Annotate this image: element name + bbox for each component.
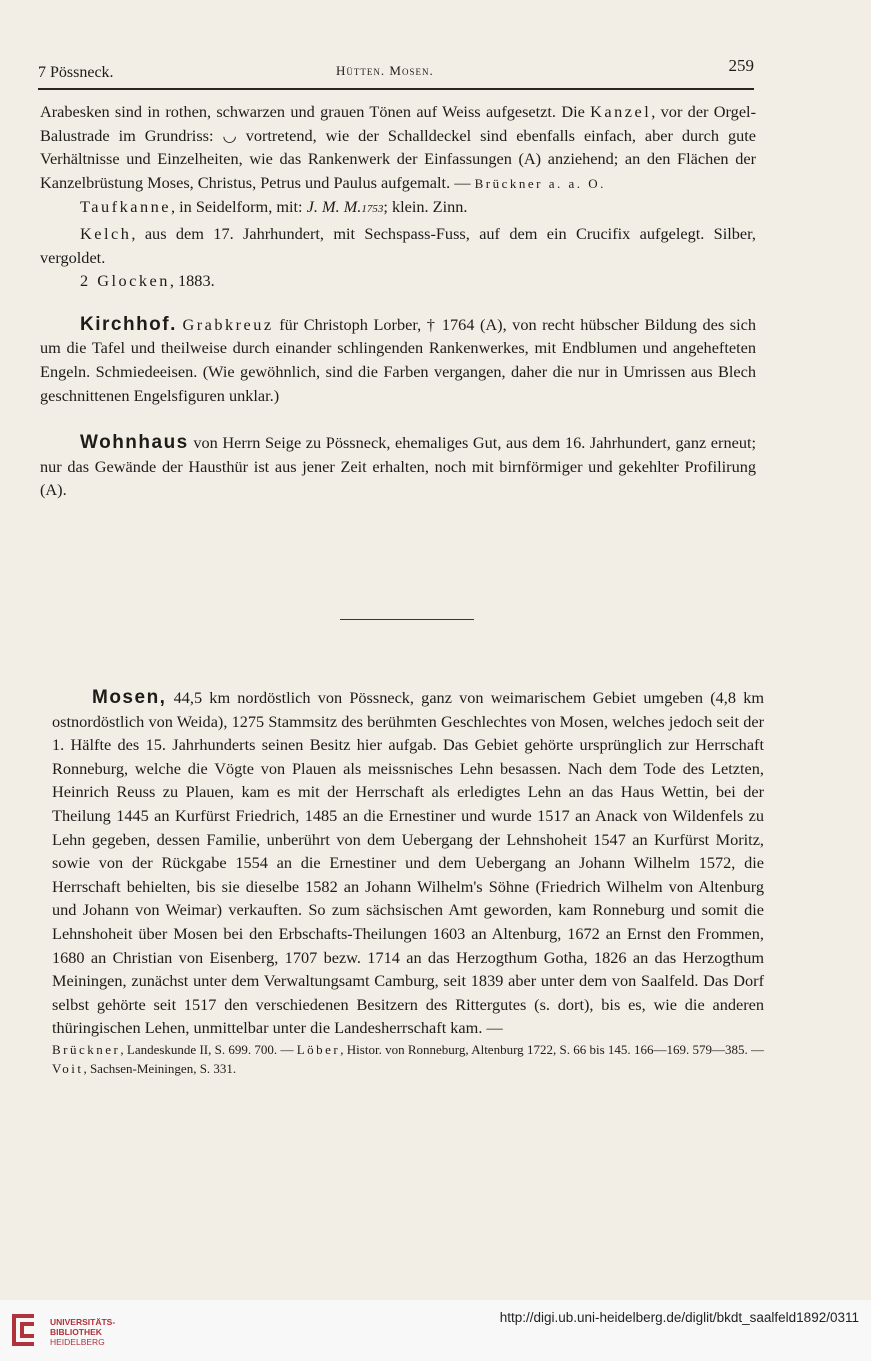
ground-plan-symbol: ◡ <box>222 125 237 145</box>
running-header <box>38 56 754 84</box>
text-run: , aus dem 17. Jahrhundert, mit Sechspass-Fuss, auf dem ein Crucifix aufgelegt. Silber, vergoldet. <box>40 223 756 267</box>
text-run: , vor der Orgel-Balustrade im Grundriss: <box>40 102 756 145</box>
ref-author: Löber <box>296 1041 341 1057</box>
permalink-url[interactable]: http://digi.ub.uni-heidelberg.de/diglit/bkdt_saalfeld1892/0311 <box>499 1310 859 1325</box>
makers-year: 1753 <box>361 203 384 216</box>
page-number: 259 <box>728 56 754 75</box>
term-glocken: 2 Glocken <box>80 271 170 291</box>
term-kanzel: Kanzel <box>590 102 652 121</box>
header-title: Hütten. Mosen. <box>336 63 434 78</box>
library-name-line: HEIDELBERG <box>50 1337 105 1347</box>
section-heading-kirchhof: Kirchhof. <box>80 313 177 335</box>
text-run: , in Seidelform, mit: <box>170 197 303 217</box>
header-section: 7 Pössneck. <box>38 64 114 81</box>
references <box>52 1040 764 1078</box>
spacer <box>40 407 756 431</box>
term-kelch: Kelch <box>80 223 132 243</box>
header-rule <box>38 88 754 90</box>
ref-author: Voit <box>52 1060 84 1076</box>
ref-text: , Landeskunde II, S. 699. 700. — <box>120 1041 297 1057</box>
spacer <box>40 293 756 313</box>
ref-text: , Sachsen-Meiningen, S. 331. <box>83 1060 237 1076</box>
library-name[interactable] <box>50 1317 115 1347</box>
library-name-line: BIBLIOTHEK <box>50 1327 102 1337</box>
text-run: für Christoph Lorber, † 1764 (A), von recht hübscher Bildung des sich um die Tafel und theilweise durch einander schlingenden Rankenwerkes, mit Endblumen und angehefteten Engeln. Schmiedeeisen. (Wie gewöhnlich, sind die Farben vergangen, daher die nur in Umrissen aus Blech geschnittenen Engelsfiguren unklar.) <box>40 314 756 405</box>
paragraph-kanzel <box>40 100 756 195</box>
text-run: ; klein. Zinn. <box>383 197 468 217</box>
ref-text: , Histor. von Ronneburg, Altenburg 1722, S. 66 bis 145. 166—169. 579—385. — <box>340 1041 764 1057</box>
text-run: vortretend, wie der Schalldeckel sind ebenfalls einfach, aber durch gute Verhältnisse und Einzelheiten, wie das Rankenwerk der Einfassungen (A) anziehend; an den Flächen der Kanzelbrüstung Moses, Christus, Petrus und Paulus aufgemalt. — <box>40 125 756 192</box>
section-heading-wohnhaus: Wohnhaus <box>80 432 189 454</box>
body-text-upper <box>40 100 756 502</box>
section-heading-mosen: Mosen, <box>92 687 167 708</box>
paragraph-mosen <box>52 686 764 1040</box>
paragraph-glocken <box>40 269 756 293</box>
section-separator <box>340 619 474 620</box>
text-run: von Herrn Seige zu Pössneck, ehemaliges Gut, aus dem 16. Jahrhundert, ganz erneut; nur das Gewände der Hausthür ist aus jener Zeit erhalten, noch mit birnförmiger und gekehlter Profilirung (A). <box>40 433 757 500</box>
paragraph-kelch <box>40 222 756 269</box>
paragraph-taufkanne <box>40 195 756 222</box>
paragraph-wohnhaus <box>40 431 756 502</box>
term-taufkanne: Taufkanne <box>80 197 171 217</box>
makers-mark: J. M. M. <box>306 197 362 217</box>
term-grabkreuz: Grabkreuz <box>182 314 274 334</box>
library-name-line: UNIVERSITÄTS- <box>50 1317 116 1327</box>
text-run: 44,5 km nordöstlich von Pössneck, ganz von weimarischem Gebiet umgeben (4,8 km ostnordöstlich von Weida), 1275 Stammsitz des berühmten Geschlechtes von Mosen, welches jedoch seit der 1. Hälfte des 15. Jahrhunderts seinen Besitz hier aufgab. Das Gebiet gehörte ursprünglich zur Herrschaft Ronneburg, welche die Vögte von Plauen als meissnisches Lehn besassen. Nach dem Tode des Letzten, Heinrich Reuss zu Plauen, kam es mit der Herrschaft als erledigtes Lehn an das Haus Wettin, bei der Theilung 1445 an Kurfürst Friedrich, 1485 an die Ernestiner und wurde 1517 an Anack von Wildenfels zu Lehn gegeben, dessen Familie, unberührt von dem Uebergang der Lehnshoheit 1547 an Kurfürst Moritz, sowie von der Rückgabe 1554 an die Ernestiner und dem Uebergang an Johann Wilhelm 1572, die Herrschaft behielten, bis sie dieselbe 1582 an Johann Wilhelm's Söhne (Friedrich Wilhelm von Altenburg und Johann von Weimar) verkauften. So zum sächsischen Amt geworden, kam Ronneburg und somit die Lehnshoheit über Mosen bei den Erbschafts-Theilungen 1603 an Altenburg, 1672 an Ernst den Frommen, 1680 an Christian von Eisenberg, 1707 bezw. 1714 an das Herzogthum Gotha, 1826 an das Herzogthum Meiningen, zunächst unter dem Verwaltungsamt Camburg, seit 1839 aber unter dem von Saalfeld. Das Dorf selbst gehörte seit 1517 den verschiedenen Besitzern des Rittergutes (s. dort), bis es, wie die anderen thüringischen Lehen, unmittelbar unter die Landesherrschaft kam. — <box>52 688 764 1038</box>
library-footer <box>0 1300 871 1361</box>
library-logo-icon[interactable] <box>10 1312 36 1348</box>
paragraph-kirchhof <box>40 313 756 407</box>
text-line: Arabesken sind in rothen, schwarzen und grauen Tönen auf Weiss aufgesetzt. Die <box>40 102 585 121</box>
text-run: , 1883. <box>169 271 215 291</box>
body-text-mosen <box>52 686 764 1078</box>
reference: Brückner a. a. O. <box>474 175 606 191</box>
ref-author: Brückner <box>52 1041 121 1057</box>
